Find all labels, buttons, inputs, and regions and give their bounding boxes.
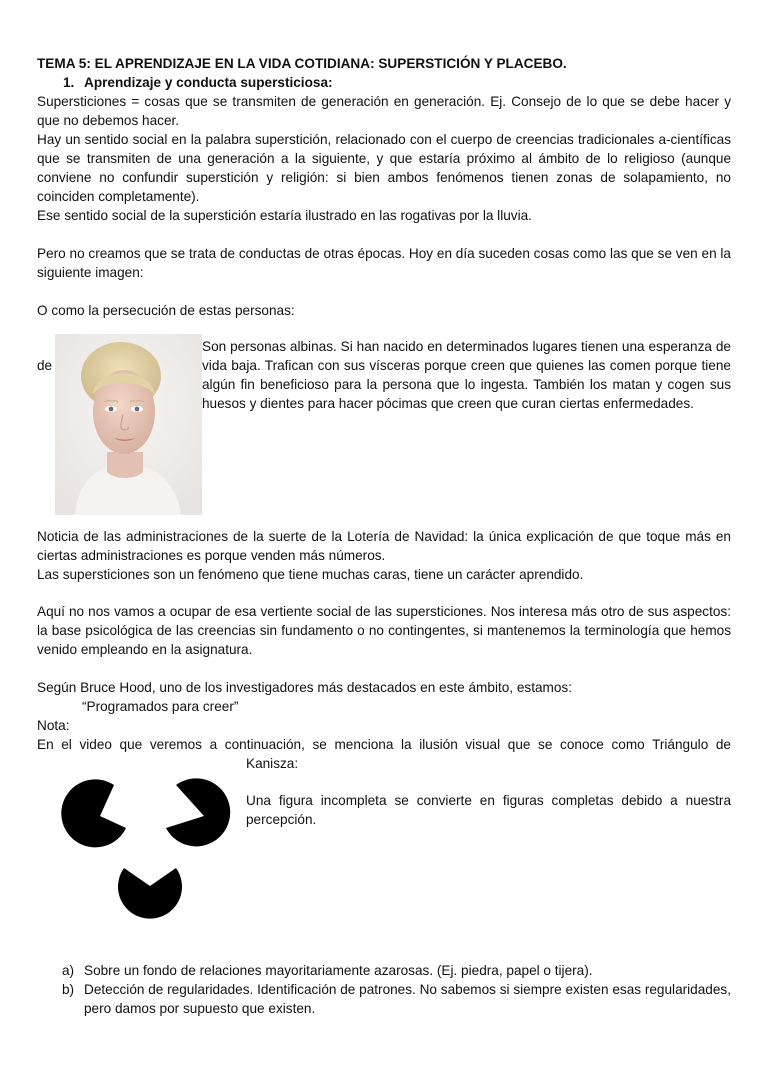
kanizsa-pacman-bottom [118, 868, 182, 919]
paragraph-persecution: O como la persecución de estas personas: [37, 303, 295, 318]
word-de: de [37, 358, 53, 373]
paragraph-rogativas: Ese sentido social de la superstición estaría ilustrado en las rogativas por la lluvia. [37, 208, 532, 223]
list-item-b: Detección de regularidades. Identificación de patrones. No sabemos si siempre existen esas regularidades, pero damos por supuesto que existen. [84, 982, 731, 1016]
word-kanisza: Kanisza: [246, 756, 299, 771]
paragraph-definition: Supersticiones = cosas que se transmiten de generación en generación. Ej. Consejo de lo que se debe hacer y que no debemos hacer. [37, 94, 731, 128]
kanizsa-pacman-top-right [166, 778, 230, 846]
paragraph-psychological-basis: Aquí no nos vamos a ocupar de esa vertiente social de las supersticiones. Nos interesa más otro de sus aspectos: la base psicológica de las creencias sin fundamento o no contingentes, si mantenemos la terminología que hemos venido empleando en la asignatura. [37, 604, 731, 657]
paragraph-albino-people: Son personas albinas. Si han nacido en determinados lugares tienen una esperanza de vida baja. Trafican con sus vísceras porque creen que quienes las comen porque tiene algún fin beneficioso para la persona que lo ingesta. También los matan y cogen sus huesos y dientes para hacer pócimas que creen que curan ciertas enfermedades. [202, 339, 731, 411]
note-label: Nota: [37, 718, 70, 733]
portrait-illustration [55, 334, 202, 515]
albino-person-photo [55, 334, 202, 515]
section-heading: Aprendizaje y conducta supersticiosa: [84, 75, 333, 90]
paragraph-modern-behaviour: Pero no creamos que se trata de conductas de otras épocas. Hoy en día suceden cosas como las que se ven en la siguiente imagen: [37, 246, 731, 280]
section-number: 1. [63, 75, 75, 90]
paragraph-video: En el video que veremos a continuación, se menciona la ilusión visual que se conoce como Triángulo de [37, 737, 731, 752]
kanizsa-pacman-top-left [61, 779, 126, 847]
list-marker-a: a) [62, 963, 75, 978]
paragraph-social-sense: Hay un sentido social en la palabra superstición, relacionado con el cuerpo de creencias tradicionales a-científicas que se transmiten de una generación a la siguiente, y que estaría próximo al ámbito de lo religioso (aunque conviene no confundir superstición y religión: si bien ambos fenómenos tienen zonas de solapamiento, no coinciden completamente). [37, 132, 731, 204]
document-title: TEMA 5: EL APRENDIZAJE EN LA VIDA COTIDIANA: SUPERSTICIÓN Y PLACEBO. [37, 56, 567, 71]
list-marker-b: b) [62, 982, 75, 997]
paragraph-lottery: Noticia de las administraciones de la suerte de la Lotería de Navidad: la única explicación de que toque más en ciertas administraciones es porque venden más números. [37, 529, 731, 563]
paragraph-many-faces: Las supersticiones son un fenómeno que tiene muchas caras, tiene un carácter aprendido. [37, 567, 584, 582]
paragraph-bruce-hood: Según Bruce Hood, uno de los investigadores más destacados en este ámbito, estamos: [37, 680, 573, 695]
quote-programmed-to-believe: “Programados para creer” [82, 699, 239, 714]
kanizsa-triangle-illustration [58, 772, 238, 924]
paragraph-kanisza-description: Una figura incompleta se convierte en figuras completas debido a nuestra percepción. [246, 793, 731, 827]
list-item-a: Sobre un fondo de relaciones mayoritariamente azarosas. (Ej. piedra, papel o tijera). [84, 963, 593, 978]
